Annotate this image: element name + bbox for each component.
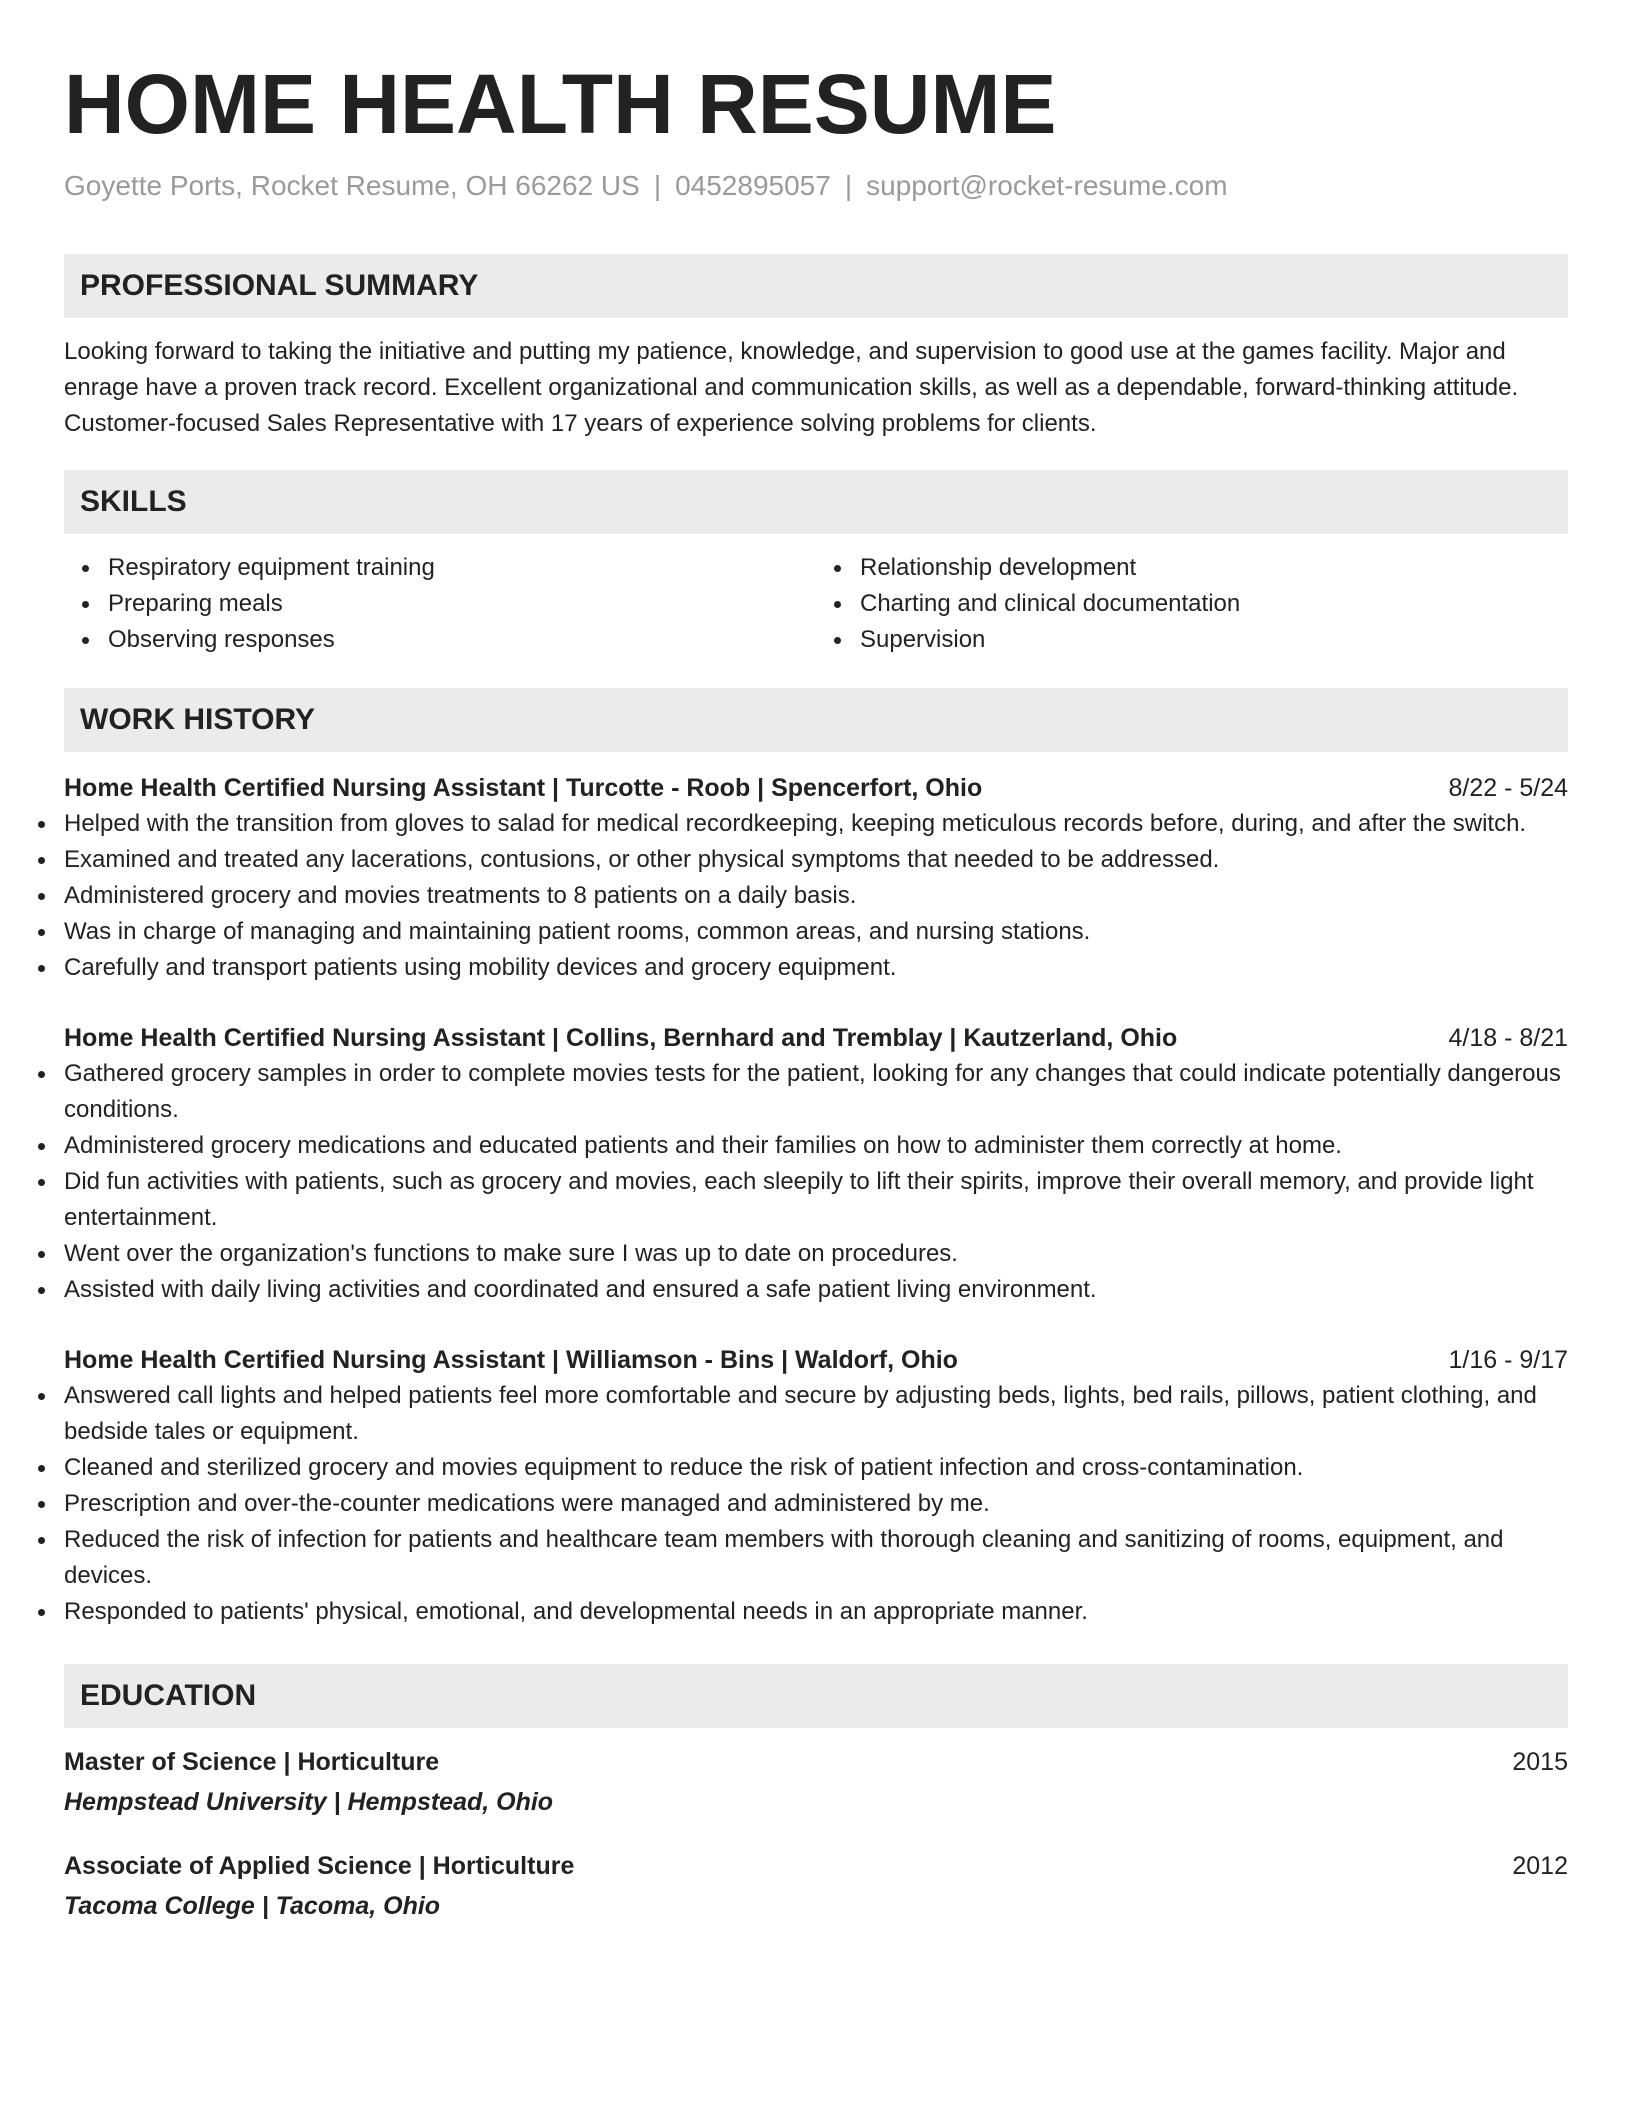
- section-heading-education: EDUCATION: [64, 1664, 1568, 1728]
- contact-phone: 0452895057: [675, 170, 831, 201]
- job-dates: 4/18 - 8/21: [1448, 1024, 1568, 1052]
- job-bullet: Did fun activities with patients, such as grocery and movies, each sleepily to lift their spirits, improve their overall memory, and provide light entertainment.: [64, 1164, 1568, 1236]
- job-title: Home Health Certified Nursing Assistant | Collins, Bernhard and Tremblay | Kautzerland, Ohio: [64, 1024, 1178, 1052]
- skills-list: [64, 550, 1568, 658]
- education-entry: [64, 1744, 1568, 1820]
- section-heading-summary: PROFESSIONAL SUMMARY: [64, 254, 1568, 318]
- job-bullets: [64, 1378, 1568, 1630]
- job-title: Home Health Certified Nursing Assistant | Turcotte - Roob | Spencerfort, Ohio: [64, 774, 983, 802]
- job-bullet: Responded to patients' physical, emotional, and developmental needs in an appropriate manner.: [64, 1594, 1568, 1630]
- job-bullet: Gathered grocery samples in order to complete movies tests for the patient, looking for any changes that could indicate potentially dangerous conditions.: [64, 1056, 1568, 1128]
- education-school: Tacoma College | Tacoma, Ohio: [64, 1892, 441, 1920]
- education-entry: [64, 1848, 1568, 1924]
- job-title: Home Health Certified Nursing Assistant | Williamson - Bins | Waldorf, Ohio: [64, 1346, 958, 1374]
- job-bullet: Assisted with daily living activities and coordinated and ensured a safe patient living environment.: [64, 1272, 1568, 1308]
- education-degree: Master of Science | Horticulture: [64, 1748, 440, 1776]
- skill-item: Observing responses: [108, 622, 816, 658]
- skills-column-right: [816, 550, 1568, 658]
- job-entry: [64, 1342, 1568, 1630]
- skills-column-left: [64, 550, 816, 658]
- section-heading-skills: SKILLS: [64, 470, 1568, 534]
- job-bullets: [64, 1056, 1568, 1308]
- job-dates: 1/16 - 9/17: [1448, 1346, 1568, 1374]
- job-bullet: Examined and treated any lacerations, contusions, or other physical symptoms that needed to be addressed.: [64, 842, 1568, 878]
- contact-separator: |: [653, 170, 662, 201]
- education-year: 2012: [1512, 1852, 1568, 1880]
- education-year: 2015: [1512, 1748, 1568, 1776]
- skill-item: Respiratory equipment training: [108, 550, 816, 586]
- job-bullet: Carefully and transport patients using mobility devices and grocery equipment.: [64, 950, 1568, 986]
- skill-item: Charting and clinical documentation: [860, 586, 1568, 622]
- summary-text: Looking forward to taking the initiative and putting my patience, knowledge, and supervision to good use at the games facility. Major and enrage have a proven track record. Excellent organizational and communication skills, as well as a dependable, forward-thinking attitude. Customer-focused Sales Representative with 17 years of experience solving problems for clients.: [64, 338, 1519, 437]
- skill-item: Relationship development: [860, 550, 1568, 586]
- job-bullet: Helped with the transition from gloves to salad for medical recordkeeping, keeping meticulous records before, during, and after the switch.: [64, 806, 1568, 842]
- education-degree: Associate of Applied Science | Horticulture: [64, 1852, 575, 1880]
- skill-item: Preparing meals: [108, 586, 816, 622]
- job-bullet: Was in charge of managing and maintaining patient rooms, common areas, and nursing stations.: [64, 914, 1568, 950]
- job-dates: 8/22 - 5/24: [1448, 774, 1568, 802]
- contact-address: Goyette Ports, Rocket Resume, OH 66262 US: [64, 170, 640, 201]
- skill-item: Supervision: [860, 622, 1568, 658]
- resume-title: HOME HEALTH RESUME: [64, 57, 1057, 151]
- section-heading-work-history: WORK HISTORY: [64, 688, 1568, 752]
- job-bullet: Cleaned and sterilized grocery and movies equipment to reduce the risk of patient infection and cross-contamination.: [64, 1450, 1568, 1486]
- job-entry: [64, 1020, 1568, 1308]
- job-bullet: Administered grocery and movies treatments to 8 patients on a daily basis.: [64, 878, 1568, 914]
- job-bullet: Prescription and over-the-counter medications were managed and administered by me.: [64, 1486, 1568, 1522]
- contact-separator: |: [844, 170, 853, 201]
- contact-email: support@rocket-resume.com: [866, 170, 1228, 201]
- contact-line: [64, 168, 1568, 204]
- job-bullet: Answered call lights and helped patients feel more comfortable and secure by adjusting beds, lights, bed rails, pillows, patient clothing, and bedside tales or equipment.: [64, 1378, 1568, 1450]
- job-bullet: Administered grocery medications and educated patients and their families on how to administer them correctly at home.: [64, 1128, 1568, 1164]
- education-school: Hempstead University | Hempstead, Ohio: [64, 1788, 554, 1816]
- job-bullet: Went over the organization's functions to make sure I was up to date on procedures.: [64, 1236, 1568, 1272]
- job-bullet: Reduced the risk of infection for patients and healthcare team members with thorough cleaning and sanitizing of rooms, equipment, and devices.: [64, 1522, 1568, 1594]
- job-entry: [64, 770, 1568, 986]
- job-bullets: [64, 806, 1568, 986]
